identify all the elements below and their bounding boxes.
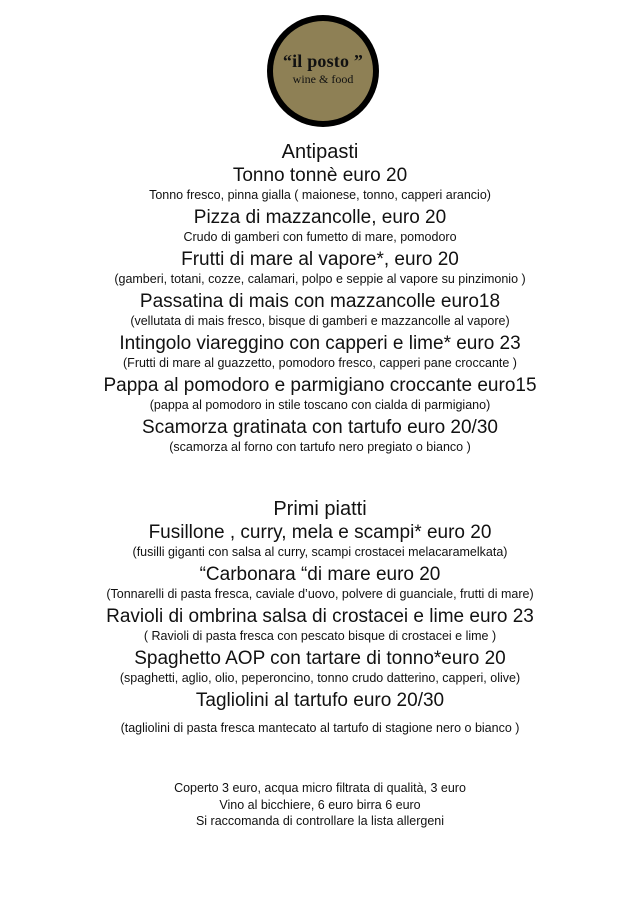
restaurant-logo: [267, 15, 379, 127]
dish-description: (Frutti di mare al guazzetto, pomodoro fresco, capperi pane croccante ): [123, 356, 517, 370]
dish-name: Tonno tonnè euro 20: [232, 165, 408, 186]
menu-footer: [0, 780, 640, 830]
footer-cover-charge: Coperto 3 euro, acqua micro filtrata di qualità, 3 euro: [174, 781, 466, 795]
dish-description: (fusilli giganti con salsa al curry, scampi crostacei melacaramelkata): [132, 545, 508, 559]
dish-description: (tagliolini di pasta fresca mantecato al tartufo di stagione nero o bianco ): [120, 721, 520, 735]
dish-name: Passatina di mais con mazzancolle euro18: [139, 291, 501, 312]
dish-name: Ravioli di ombrina salsa di crostacei e lime euro 23: [106, 606, 534, 627]
dish-name: Pizza di mazzancolle, euro 20: [193, 207, 447, 228]
section-antipasti: [0, 140, 640, 458]
dish-name: “Carbonara “di mare euro 20: [199, 564, 441, 585]
dish-description: (gamberi, totani, cozze, calamari, polpo e seppie al vapore su pinzimonio ): [114, 272, 526, 286]
section-primi-piatti: [0, 497, 640, 739]
dish-name: Intingolo viareggino con capperi e lime* euro 23: [119, 333, 521, 354]
dish-description: (Tonnarelli di pasta fresca, caviale d’uovo, polvere di guanciale, frutti di mare): [106, 587, 534, 601]
footer-drinks: Vino al bicchiere, 6 euro birra 6 euro: [219, 797, 421, 812]
dish-name: Tagliolini al tartufo euro 20/30: [195, 690, 445, 711]
logo-name: “il posto ”: [282, 51, 364, 71]
dish-description: (pappa al pomodoro in stile toscano con cialda di parmigiano): [149, 398, 491, 412]
logo-tagline: wine & food: [292, 72, 354, 86]
dish-name: Scamorza gratinata con tartufo euro 20/30: [142, 417, 498, 438]
dish-description: Crudo di gamberi con fumetto di mare, pomodoro: [183, 230, 457, 244]
dish-name: Spaghetto AOP con tartare di tonno*euro 20: [134, 648, 506, 669]
dish-name: Pappa al pomodoro e parmigiano croccante euro15: [103, 375, 537, 396]
dish-description: (vellutata di mais fresco, bisque di gamberi e mazzancolle al vapore): [130, 314, 510, 328]
logo-badge: [273, 21, 373, 121]
dish-description: (spaghetti, aglio, olio, peperoncino, tonno crudo datterino, capperi, olive): [119, 671, 521, 685]
dish-description: Tonno fresco, pinna gialla ( maionese, tonno, capperi arancio): [149, 188, 491, 202]
dish-name: Frutti di mare al vapore*, euro 20: [181, 249, 459, 270]
section-title: Antipasti: [281, 141, 359, 163]
dish-description: ( Ravioli di pasta fresca con pescato bisque di crostacei e lime ): [143, 629, 497, 643]
dish-name: Fusillone , curry, mela e scampi* euro 20: [148, 522, 492, 543]
dish-description: (scamorza al forno con tartufo nero pregiato o bianco ): [169, 440, 471, 454]
footer-allergens: Si raccomanda di controllare la lista allergeni: [195, 814, 445, 828]
section-title: Primi piatti: [273, 498, 367, 520]
